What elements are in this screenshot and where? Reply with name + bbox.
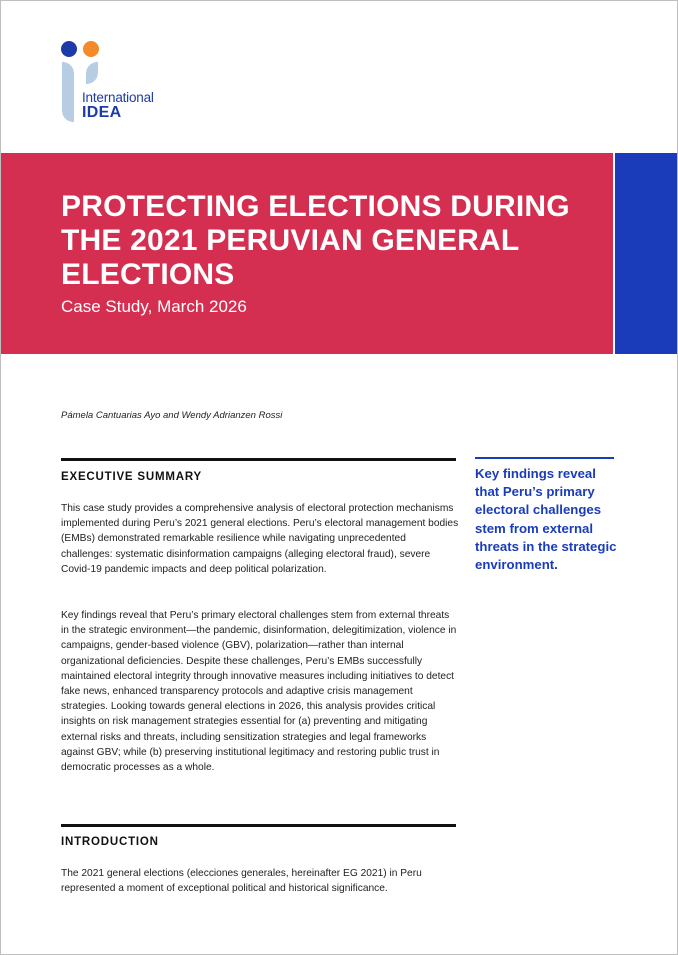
pull-quote-rule: [475, 457, 614, 459]
authors-line: Pámela Cantuarias Ayo and Wendy Adrianzen Rossi: [61, 410, 283, 421]
document-subtitle: Case Study, March 2026: [61, 297, 247, 316]
section-rule-executive-summary: [61, 458, 456, 461]
executive-summary-heading: EXECUTIVE SUMMARY: [61, 471, 202, 483]
international-idea-logo: [58, 40, 178, 126]
document-title: PROTECTING ELECTIONS DURING THE 2021 PERUVIAN GENERAL ELECTIONS: [61, 190, 570, 291]
introduction-heading: INTRODUCTION: [61, 836, 159, 848]
executive-summary-paragraph-2: Key findings reveal that Peru’s primary electoral challenges stem from external threats in the strategic environment—the pandemic, disinformation, delegitimization, violence in campaigns, gender-based violence (GBV), polarization—rather than internal organizational deficiencies. Despite these challenges, Peru’s EMBs successfully maintained electoral integrity through innovative measures including initiatives to detect fake news, enhanced transparency protocols and adaptive crisis management strategies. Looking towards general elections in 2026, this analysis provides critical insights on risk management strategies essential for (a) preventing and mitigating external risks and threats, including sensitization strategies and legal frameworks against GBV; while (b) preserving institutional legitimacy and restoring public trust in democratic processes as a whole.: [61, 610, 457, 774]
logo-text-international: International: [82, 90, 154, 105]
section-rule-introduction: [61, 824, 456, 827]
pull-quote: Key findings reveal that Peru’s primary electoral challenges stem from external threats in the strategic environment.: [475, 466, 617, 573]
logo-text-idea: IDEA: [82, 104, 122, 121]
introduction-paragraph: The 2021 general elections (elecciones generales, hereinafter EG 2021) in Peru represented a moment of exceptional political and historical significance.: [61, 868, 422, 895]
banner-accent-bar: [615, 153, 677, 354]
executive-summary-paragraph-1: This case study provides a comprehensive analysis of electoral protection mechanisms implemented during Peru’s 2021 general elections. Peru’s electoral management bodies (EMBs) demonstrated remarkable resilience while navigating unprecedented challenges: systematic disinformation campaigns (alleging electoral fraud), severe Covid-19 pandemic impacts and deep political polarization.: [61, 503, 459, 575]
